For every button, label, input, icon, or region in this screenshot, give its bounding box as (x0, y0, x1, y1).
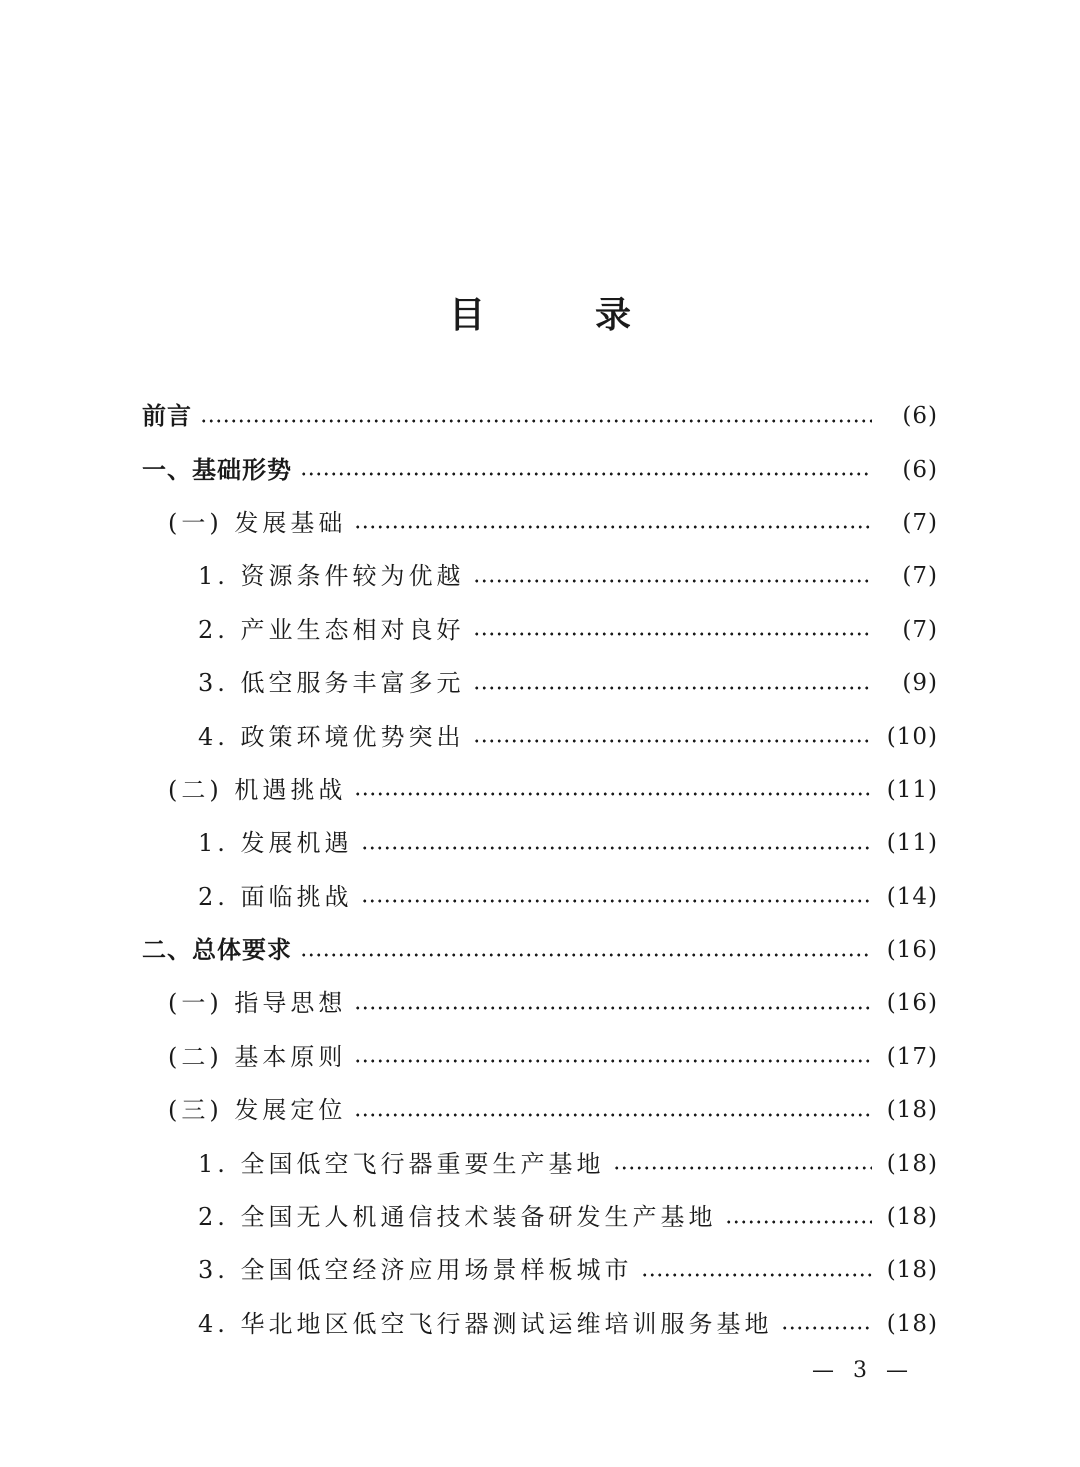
toc-entry-page: (11) (886, 776, 938, 803)
toc-entry[interactable] (142, 924, 938, 977)
toc-entry-label: (一) 发展基础 (168, 508, 347, 537)
dot-leader (200, 419, 872, 423)
toc-entry-label: 4. 华北地区低空飞行器测试运维培训服务基地 (198, 1309, 773, 1338)
toc-entry-label: (一) 指导思想 (168, 989, 347, 1018)
dot-leader (354, 525, 872, 529)
toc-entry[interactable] (142, 1084, 938, 1137)
toc-entry[interactable] (142, 1298, 938, 1351)
toc-entry[interactable] (142, 1191, 938, 1244)
toc-entry-page: (16) (886, 937, 938, 964)
dot-leader (473, 579, 872, 583)
dot-leader (725, 1220, 872, 1224)
dot-leader (354, 1059, 872, 1063)
toc-entry-label: 前言 (142, 402, 192, 431)
toc-entry-page: (11) (886, 830, 938, 857)
toc-entry-label: 1. 资源条件较为优越 (198, 562, 465, 591)
toc-entry-page: (7) (902, 563, 938, 590)
toc-entry-page: (6) (902, 403, 938, 430)
toc-entry-page: (16) (886, 990, 938, 1017)
toc-entry-page: (14) (886, 883, 938, 910)
toc-entry[interactable] (142, 604, 938, 657)
dot-leader (300, 472, 872, 476)
toc-entry-label: 1. 发展机遇 (198, 829, 353, 858)
dot-leader (354, 1006, 872, 1010)
toc-entry-page: (9) (902, 670, 938, 697)
toc-entry-label: 2. 产业生态相对良好 (198, 615, 465, 644)
dot-leader (361, 899, 872, 903)
table-of-contents (142, 390, 938, 1351)
dot-leader (300, 953, 872, 957)
toc-entry[interactable] (142, 764, 938, 817)
toc-entry-page: (6) (902, 456, 938, 483)
page-title (0, 286, 1080, 346)
toc-entry[interactable] (142, 657, 938, 710)
title-char-2: 录 (595, 295, 632, 336)
toc-entry[interactable] (142, 871, 938, 924)
toc-entry-label: 3. 低空服务丰富多元 (198, 669, 465, 698)
toc-entry-page: (18) (886, 1310, 938, 1337)
toc-entry-label: 二、总体要求 (142, 936, 292, 965)
toc-entry-page: (10) (886, 723, 938, 750)
toc-entry[interactable] (142, 1031, 938, 1084)
toc-entry-page: (7) (902, 509, 938, 536)
dot-leader (354, 1113, 872, 1117)
toc-entry-label: 一、基础形势 (142, 455, 292, 484)
dot-leader (473, 739, 872, 743)
toc-entry-label: 2. 全国无人机通信技术装备研发生产基地 (198, 1203, 717, 1232)
toc-entry-label: 4. 政策环境优势突出 (198, 722, 465, 751)
dot-leader (613, 1166, 872, 1170)
toc-entry-label: 2. 面临挑战 (198, 882, 353, 911)
toc-entry-page: (18) (886, 1257, 938, 1284)
title-char-1: 目 (448, 295, 485, 336)
dot-leader (641, 1273, 872, 1277)
toc-entry-page: (18) (886, 1097, 938, 1124)
page-number-footer: — 3 — (812, 1358, 914, 1383)
toc-entry-label: (二) 机遇挑战 (168, 775, 347, 804)
dot-leader (473, 686, 872, 690)
toc-entry-page: (7) (902, 616, 938, 643)
dot-leader (361, 846, 872, 850)
toc-entry-label: 1. 全国低空飞行器重要生产基地 (198, 1149, 605, 1178)
toc-entry[interactable] (142, 550, 938, 603)
toc-entry[interactable] (142, 497, 938, 550)
toc-entry-page: (17) (886, 1043, 938, 1070)
toc-entry[interactable] (142, 1244, 938, 1297)
toc-entry-label: 3. 全国低空经济应用场景样板城市 (198, 1256, 633, 1285)
toc-entry-page: (18) (886, 1204, 938, 1231)
toc-entry[interactable] (142, 977, 938, 1030)
toc-entry[interactable] (142, 443, 938, 496)
dot-leader (781, 1326, 872, 1330)
dot-leader (354, 792, 872, 796)
toc-entry[interactable] (142, 710, 938, 763)
dot-leader (473, 632, 872, 636)
toc-entry[interactable] (142, 817, 938, 870)
toc-entry[interactable] (142, 390, 938, 443)
toc-entry[interactable] (142, 1137, 938, 1190)
toc-entry-label: (三) 发展定位 (168, 1096, 347, 1125)
toc-entry-page: (18) (886, 1150, 938, 1177)
toc-entry-label: (二) 基本原则 (168, 1042, 347, 1071)
